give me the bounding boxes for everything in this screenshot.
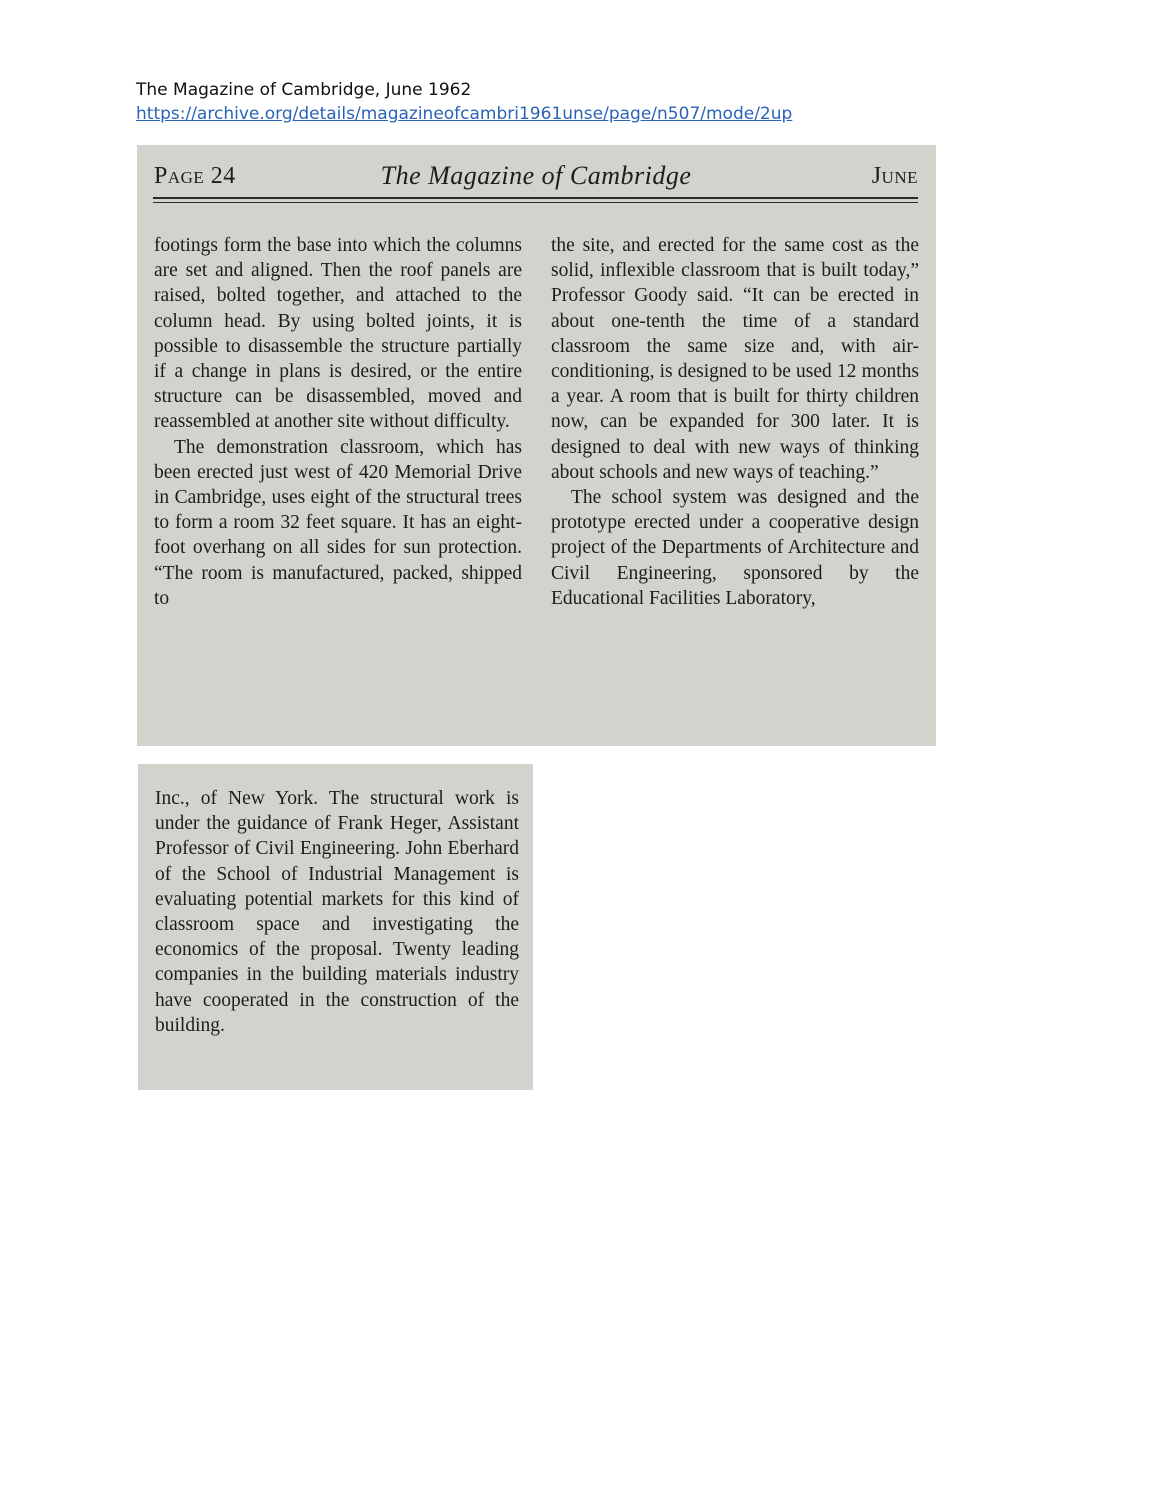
issue-month: June [871, 163, 918, 189]
article-column-right [551, 233, 919, 611]
source-title: The Magazine of Cambridge, June 1962 [136, 80, 472, 100]
article-column-left [154, 233, 522, 611]
source-link[interactable]: https://archive.org/details/magazineofcambri1961unse/page/n507/mode/2up [136, 104, 793, 124]
paragraph: Inc., of New York. The structural work is under the guidance of Frank Heger, Assistant Professor of Civil Engineering. John Eberhard of the School of Industrial Management is evaluating potential markets for this kind of classroom space and investigating the economics of the proposal. Twenty leading companies in the building materials industry have cooperated in the construction of the building. [155, 788, 519, 1036]
paragraph: the site, and erected for the same cost as the solid, inflexible classroom that is built today,” Professor Goody said. “It can be erected in about one-tenth the time of a standard classroom the same size and, with air-conditioning, is designed to be used 12 months a year. A room that is built for thirty children now, can be expanded for 300 later. It is designed to deal with new ways of thinking about schools and new ways of teaching.” [551, 235, 919, 483]
article-clipping-continuation [138, 764, 533, 1090]
article-clipping-main [137, 145, 936, 746]
page-number: Page 24 [154, 163, 236, 189]
source-caption [136, 78, 792, 126]
running-head [154, 159, 918, 193]
article-column-continuation [155, 786, 519, 1038]
header-rule-thin [153, 202, 918, 203]
paragraph: footings form the base into which the columns are set and aligned. Then the roof panels are raised, bolted together, and attached to the column head. By using bolted joints, it is possible to disassemble the structure partially if a change in plans is desired, or the entire structure can be disassembled, moved and reassembled at another site without difficulty. [154, 235, 522, 433]
paragraph: The school system was designed and the prototype erected under a cooperative design project of the Departments of Architecture and Civil Engineering, sponsored by the Educational Facilities Laboratory, [551, 487, 919, 609]
paragraph: The demonstration classroom, which has been erected just west of 420 Memorial Drive in Cambridge, uses eight of the structural trees to form a room 32 feet square. It has an eight-foot overhang on all sides for sun protection. “The room is manufactured, packed, shipped to [154, 436, 522, 609]
magazine-title: The Magazine of Cambridge [380, 161, 692, 190]
header-rule [153, 197, 918, 199]
